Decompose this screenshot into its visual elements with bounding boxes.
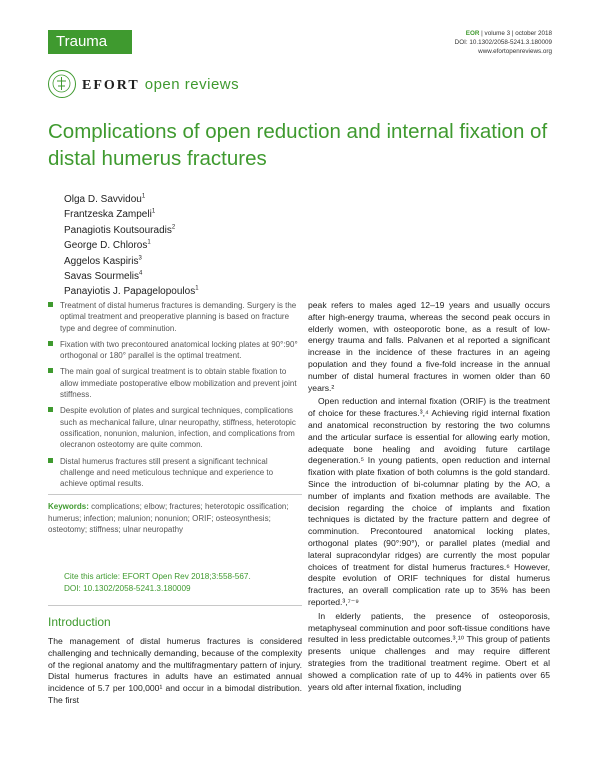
author-list xyxy=(64,192,199,300)
author: Savas Sourmelis$^4$ xyxy=(64,270,143,283)
efort-logo-icon xyxy=(48,70,76,98)
author: Panagiotis Koutsouradis$^2$ xyxy=(64,224,176,236)
author: Panayiotis J. Papagelopoulos$^1$ xyxy=(64,286,199,298)
author: Aggelos Kaspiris$^3$ xyxy=(64,255,142,267)
section-heading-introduction: Introduction xyxy=(48,615,111,629)
paragraph: In elderly patients, the presence of osteoporosis, metaphyseal comminution and poor soft-tissue conditions have resulted in less predictable outcomes.³,¹⁰ This group of patients presents unique challenges and may require different strategies from the traditional treatment regime. Obert et al showed a complication rate of up to 44% in patients over 65 years old after internal fixation, including xyxy=(308,610,550,692)
brand-open-reviews: open reviews xyxy=(144,76,240,93)
abstract-bullet: Distal humerus fractures still present a significant technical challenge and need meticulous technique and experience to achieve optimal results. xyxy=(48,456,302,490)
author: Frantzeska Zampeli$^1$ xyxy=(64,209,156,221)
abstract-bullet: Treatment of distal humerus fractures is demanding. Surgery is the optimal treatment and preoperative planning is based on fracture type and degree of comminution. xyxy=(48,300,302,334)
keywords-list: complications; elbow; fractures; heterotopic ossification; humerus; infection; malunion; nonunion; ORIF; osteosynthesis; osteotomy; stiffness; ulnar neuropathy xyxy=(48,502,289,535)
abstract-panel xyxy=(48,300,302,535)
paragraph: peak refers to males aged 12–19 years and usually occurs after high-energy trauma, whereas the second peak occurs in elderly women, with osteoporotic bone, as a result of low-energy trauma and falls. Palvanen et al reported a significant increase in the incidence of these fractures in an ageing population and they found a five-fold increase in the annual number of distal humeral fractures in women older than 60 years.² xyxy=(308,300,550,393)
volume-issue: | volume 3 | october 2018 xyxy=(479,30,552,37)
citation-line: Cite this article: EFORT Open Rev 2018;3:558-567. xyxy=(64,572,251,581)
section-tab: Trauma xyxy=(48,30,132,54)
abstract-bullet: Despite evolution of plates and surgical techniques, complications such as mechanical failure, ulnar neuropathy, stiffness, heterotopic ossification, nonunion, malunion, infection, and complications from olecranon osteotomy are quite common. xyxy=(48,405,302,450)
citation xyxy=(64,571,251,595)
author: Olga D. Savvidou$^1$ xyxy=(64,193,146,205)
body-text-right xyxy=(308,300,550,695)
journal-brand xyxy=(82,76,239,94)
divider xyxy=(48,605,302,606)
paragraph: Open reduction and internal fixation (ORIF) is the treatment of choice for these fractures.³,⁴ Achieving rigid internal fixation and anatomical reconstruction by restoring the two columns and the articular surface is essential for allowing early motion, adequate bone healing and avoiding future cartilage degeneration.⁵ In young patients, open reduction and internal fixation with plate fixation of both columns is the gold standard. Since the introduction of bi-columnar plating by the AO, a number of implants and fixation methods are available. The decision regarding the choice of implants and fixation techniques is dictated by the fracture pattern and degree of comminution. Precontoured anatomical locking plates, orthogonal plates (90°:90°), or parallel plates (medial and lateral supracondylar ridges) are currently the most popular choices of treatment for distal humerus fractures.⁶ However, despite evolution of ORIF techniques for distal humerus fractures, an overall complication rate up to 35% has been reported.³,⁷⁻⁹ xyxy=(308,396,550,607)
keywords xyxy=(48,501,302,535)
author: George D. Chloros$^1$ xyxy=(64,239,151,252)
journal-url[interactable]: www.efortopenreviews.org xyxy=(478,48,552,55)
citation-doi[interactable]: DOI: 10.1302/2058-5241.3.180009 xyxy=(64,584,191,593)
article-title: Complications of open reduction and internal fixation of distal humerus fractures xyxy=(48,120,548,170)
doi-line: DOI: 10.1302/2058-5241.3.180009 xyxy=(454,39,552,46)
brand-efort: EFORT xyxy=(82,78,140,93)
abstract-bullet-list xyxy=(48,300,302,489)
abstract-bullet: The main goal of surgical treatment is to obtain stable fixation to allow immediate postoperative elbow mobilization and prevent joint stiffness. xyxy=(48,366,302,400)
paragraph: The management of distal humerus fractures is considered challenging and technically demanding, because of the complexity of the regional anatomy and the multifragmentary pattern of injury. Distal humerus fractures in adults have an estimated annual incidence of 5.7 per 100,000¹ and occur in a bimodal distribution. The first xyxy=(48,636,302,705)
body-text-left xyxy=(48,636,302,707)
journal-abbrev: EOR xyxy=(465,30,480,37)
abstract-bullet: Fixation with two precontoured anatomical locking plates at 90°:90° orthogonal or 180° parallel is the optimal treatment. xyxy=(48,339,302,362)
journal-volume-line xyxy=(466,30,552,37)
keywords-label: Keywords: xyxy=(48,502,89,512)
divider xyxy=(48,494,302,495)
